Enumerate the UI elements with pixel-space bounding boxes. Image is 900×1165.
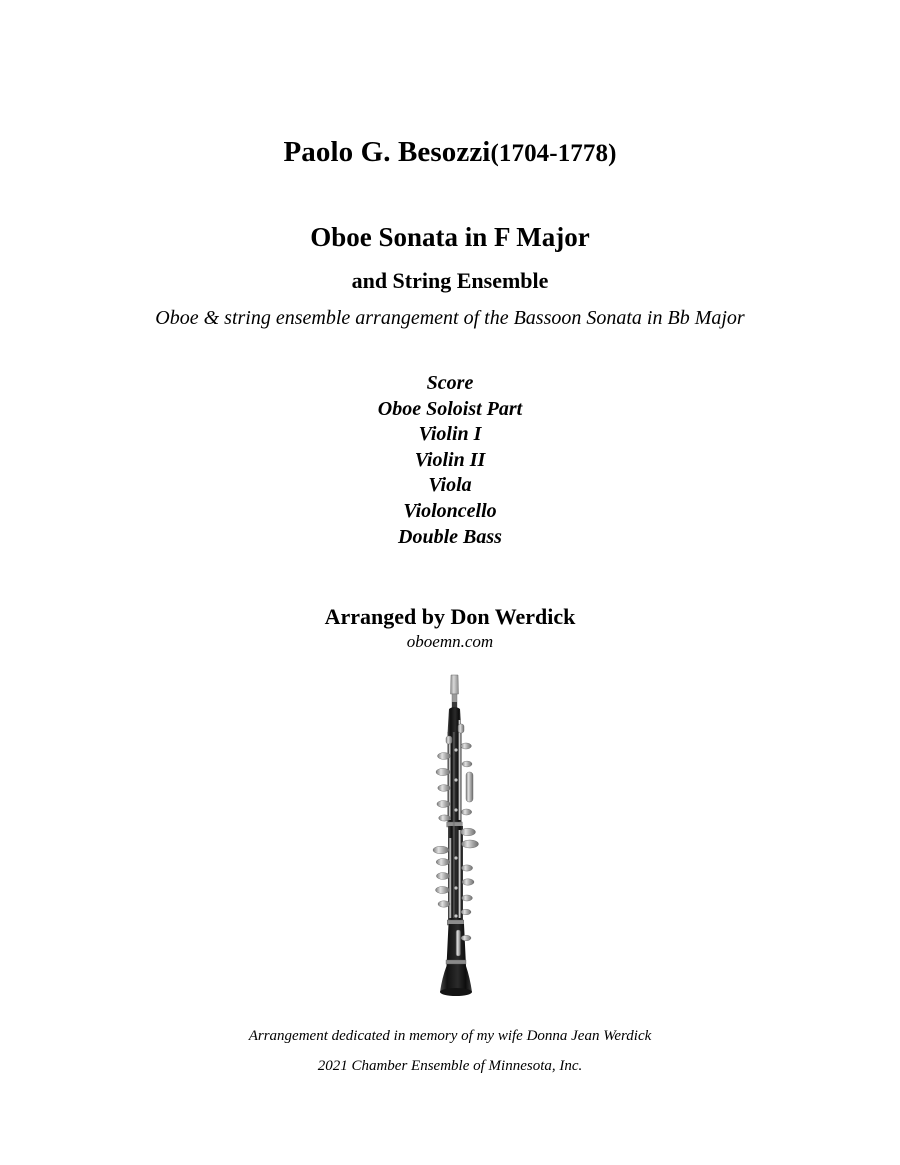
composer-line <box>0 136 900 169</box>
oboe-image <box>400 672 510 1012</box>
part-item: Oboe Soloist Part <box>377 397 523 420</box>
oboe-bell-ring <box>446 960 466 964</box>
oboe-illustration <box>400 672 510 1012</box>
oboe-reed <box>451 675 459 694</box>
parts-list <box>0 371 900 550</box>
arrangement-note: Oboe & string ensemble arrangement of the Bassoon Sonata in Bb Major <box>155 307 745 329</box>
part-item: Score <box>426 372 474 394</box>
composer-dates: (1704-1778) <box>490 140 617 167</box>
oboe-bell-rim <box>440 988 472 996</box>
arranger-website: oboemn.com <box>406 632 494 651</box>
part-item: Violin I <box>418 423 482 446</box>
subtitle: and String Ensemble <box>351 268 549 293</box>
part-item: Viola <box>428 474 472 497</box>
arranger-credit: Arranged by Don Werdick <box>324 604 576 629</box>
part-item: Violoncello <box>403 499 497 522</box>
composer-name: Paolo G. Besozzi <box>283 136 491 168</box>
dedication-line: Arrangement dedicated in memory of my wife Donna Jean Werdick <box>248 1028 652 1044</box>
copyright-line: 2021 Chamber Ensemble of Minnesota, Inc. <box>317 1058 583 1074</box>
main-title: Oboe Sonata in F Major <box>310 222 590 252</box>
part-item: Double Bass <box>398 525 502 548</box>
part-item: Violin II <box>414 448 486 471</box>
